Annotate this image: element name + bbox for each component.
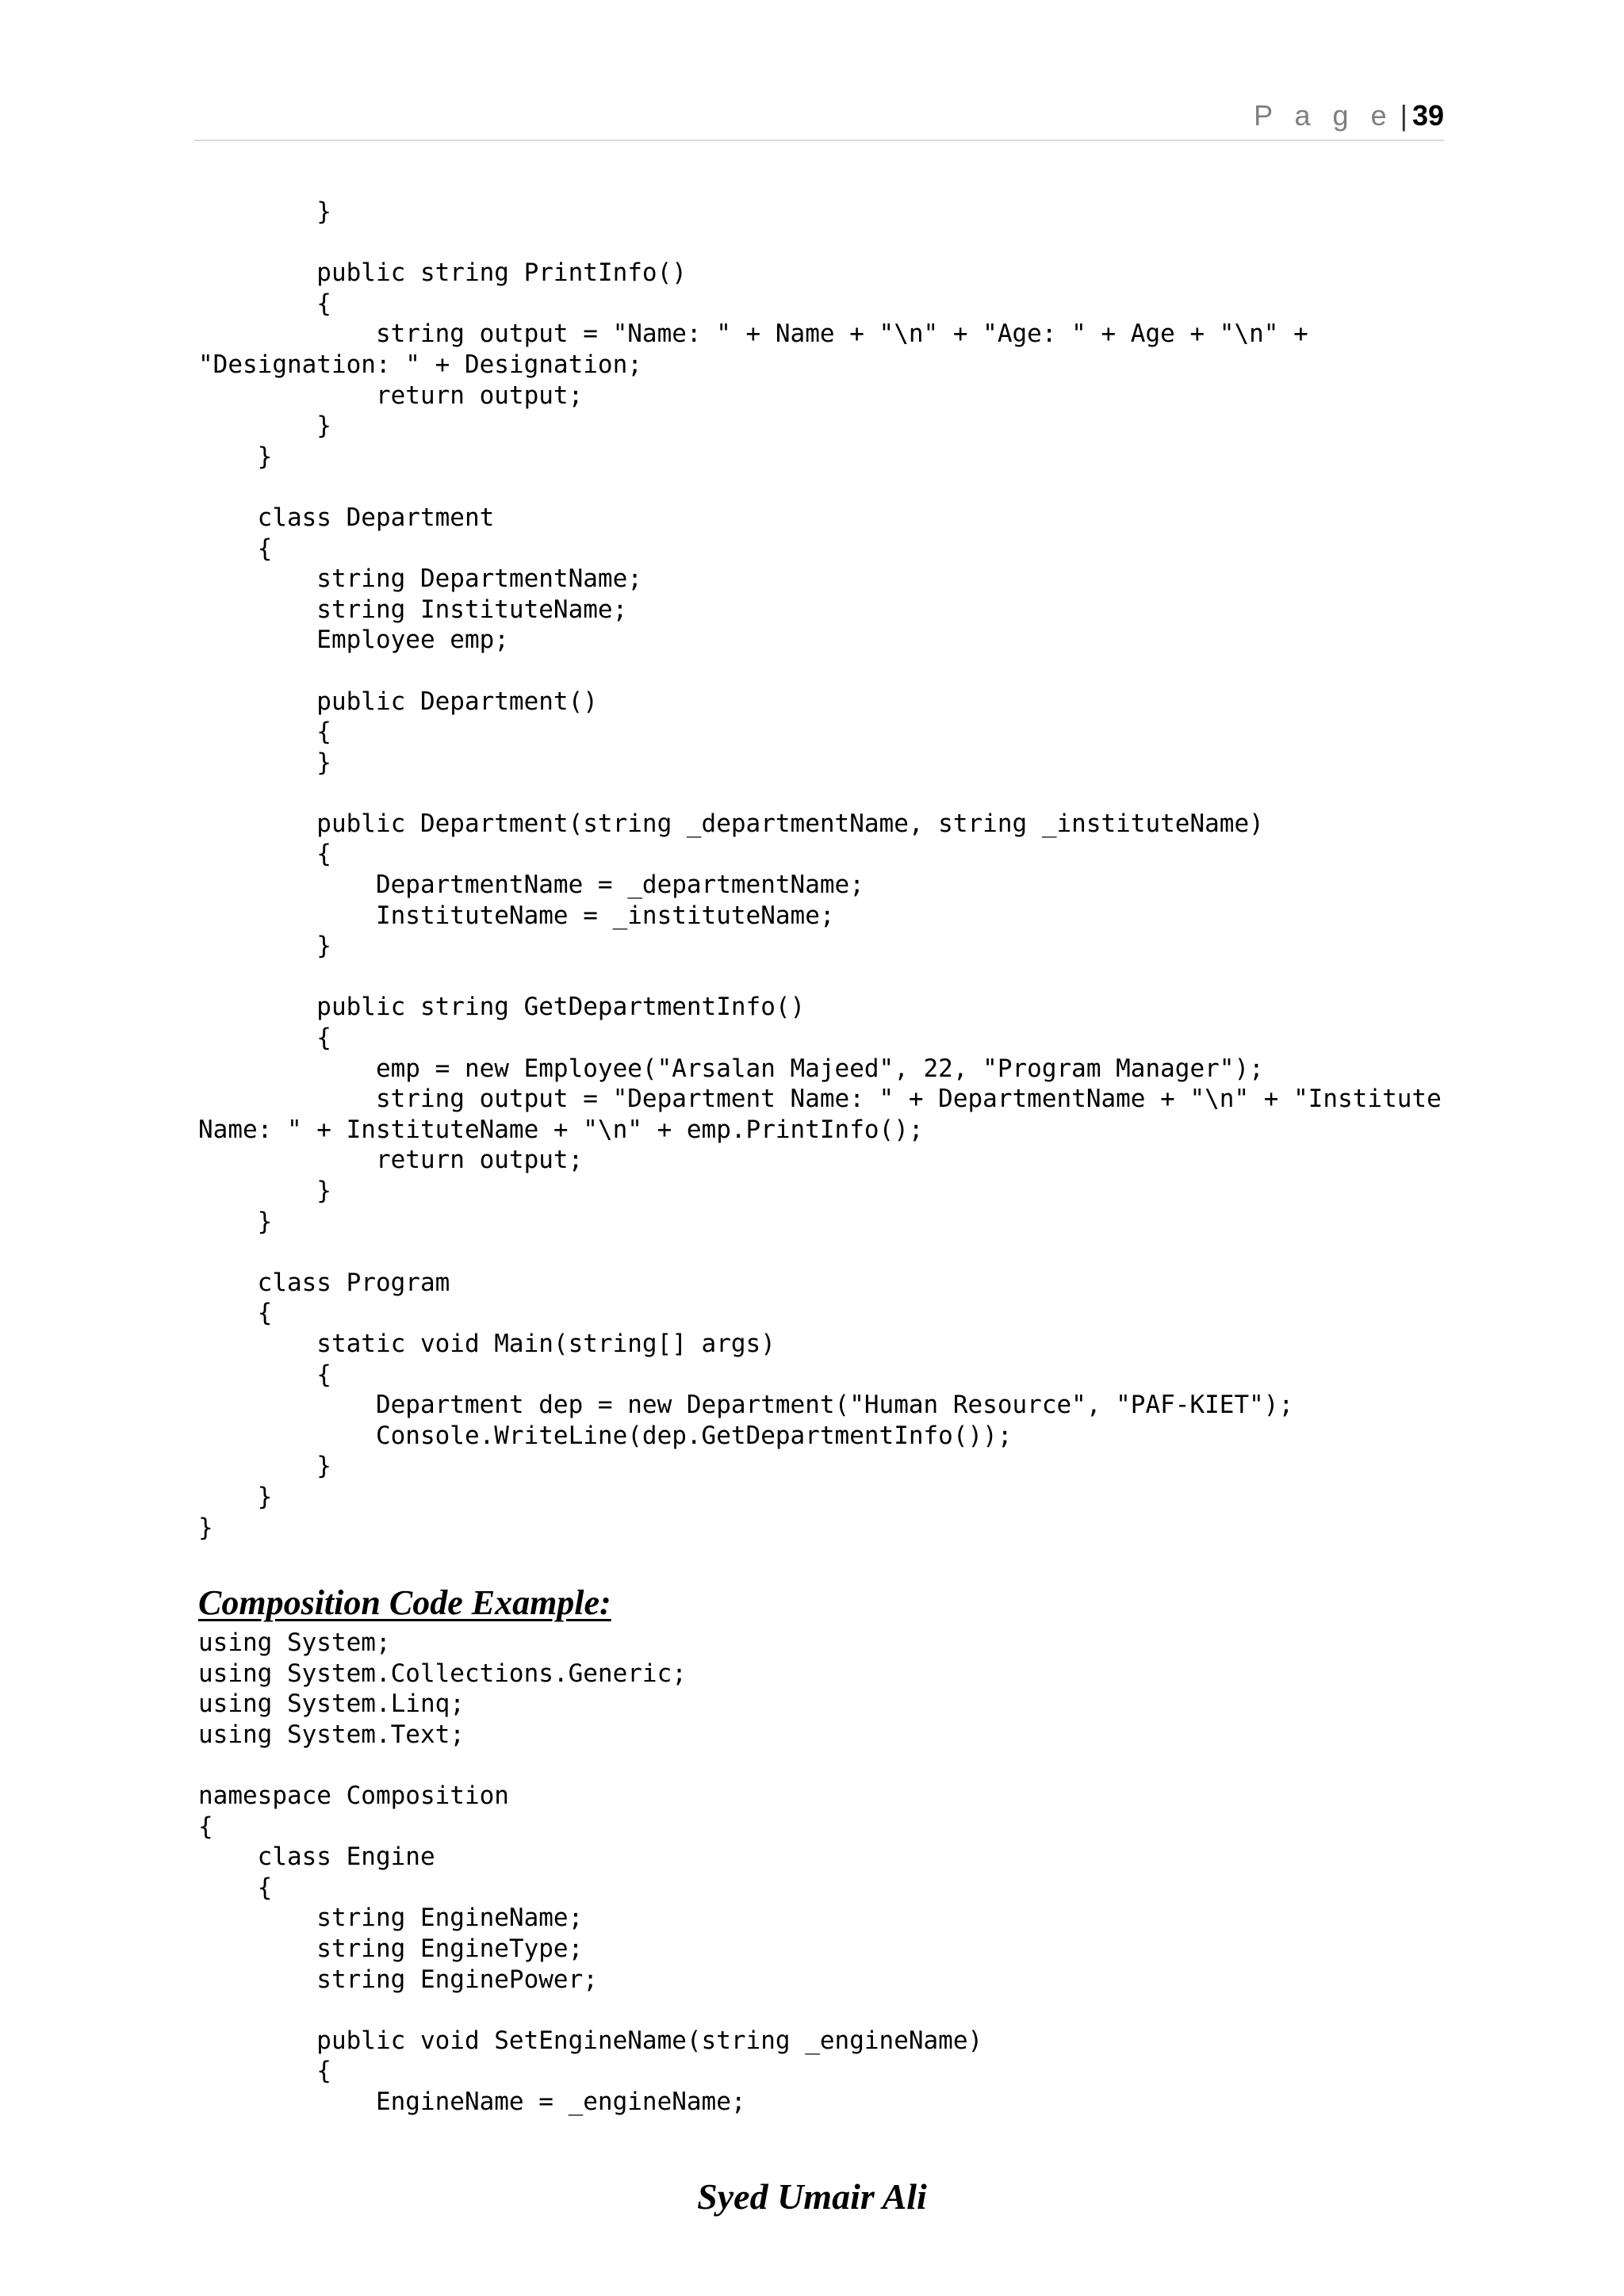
code-line: Name: " + InstituteName + "\n" + emp.PrintInfo(); [198, 1115, 924, 1144]
code-line: return output; [198, 381, 584, 410]
code-line: public Department() [198, 687, 598, 716]
code-line [198, 1995, 982, 2026]
code-line: string output = "Department Name: " + DepartmentName + "\n" + "Institute [198, 1085, 1442, 1114]
code-line: } [198, 1452, 331, 1481]
code-line: Employee emp; [198, 626, 509, 655]
code-line: } [198, 411, 331, 441]
code-line: using System; [198, 1628, 391, 1657]
code-line: EngineName = _engineName; [198, 2087, 746, 2116]
code-line: public string PrintInfo() [198, 258, 687, 288]
code-line [198, 962, 1442, 993]
code-line: { [198, 1024, 331, 1053]
code-line: { [198, 1360, 331, 1389]
code-line: return output; [198, 1146, 584, 1175]
code-line: string InstituteName; [198, 595, 628, 624]
code-line: namespace Composition [198, 1781, 509, 1810]
code-line: class Program [198, 1268, 450, 1297]
code-line: } [198, 1177, 331, 1205]
code-line: string output = "Name: " + Name + "\n" + "Age: " + Age + "\n" + [198, 320, 1308, 349]
code-block-department [198, 197, 1442, 1543]
code-line: { [198, 1299, 273, 1328]
code-line: string EngineType; [198, 1934, 584, 1963]
code-line [198, 228, 1442, 258]
code-line: Console.WriteLine(dep.GetDepartmentInfo()); [198, 1421, 1013, 1450]
code-block-composition [198, 1628, 982, 2118]
code-line: } [198, 932, 331, 961]
code-line: public string GetDepartmentInfo() [198, 993, 806, 1022]
code-line: { [198, 534, 273, 563]
code-line: } [198, 748, 331, 777]
code-line: using System.Linq; [198, 1689, 465, 1719]
code-line: string DepartmentName; [198, 564, 642, 594]
code-line: string EngineName; [198, 1904, 584, 1933]
code-line: } [198, 1207, 273, 1236]
page-word: P a g e [1254, 99, 1394, 132]
page-separator: | [1400, 99, 1408, 132]
code-line [198, 472, 1442, 503]
code-line: { [198, 840, 331, 869]
code-line: } [198, 1513, 213, 1542]
code-line [198, 778, 1442, 809]
page-header [194, 89, 1444, 141]
page-number: 39 [1411, 99, 1444, 132]
code-line: { [198, 718, 331, 747]
code-line [198, 656, 1442, 687]
code-line: string EnginePower; [198, 1965, 598, 1994]
code-line: public Department(string _departmentName, string _instituteName) [198, 809, 1264, 838]
code-line: { [198, 2057, 331, 2086]
code-line [198, 1237, 1442, 1268]
code-line: { [198, 1873, 273, 1902]
code-line: DepartmentName = _departmentName; [198, 871, 864, 900]
code-line: InstituteName = _instituteName; [198, 901, 835, 930]
section-heading-composition: Composition Code Example: [198, 1583, 611, 1622]
code-line: { [198, 1812, 213, 1841]
code-line: using System.Collections.Generic; [198, 1659, 687, 1688]
code-line: "Designation: " + Designation; [198, 350, 642, 379]
page-number-label [1254, 100, 1444, 132]
footer-author: Syed Umair Ali [697, 2176, 927, 2217]
code-line: } [198, 197, 331, 226]
code-line: class Engine [198, 1843, 435, 1872]
code-line: } [198, 442, 273, 471]
code-line [198, 1750, 982, 1781]
code-line: emp = new Employee("Arsalan Majeed", 22, "Program Manager"); [198, 1054, 1264, 1083]
code-line: static void Main(string[] args) [198, 1329, 776, 1358]
code-line: Department dep = new Department("Human Resource", "PAF-KIET"); [198, 1391, 1294, 1420]
code-line: } [198, 1482, 273, 1511]
code-line: using System.Text; [198, 1720, 465, 1749]
code-line: public void SetEngineName(string _engineName) [198, 2026, 983, 2055]
code-line: { [198, 289, 331, 318]
code-line: class Department [198, 503, 495, 532]
